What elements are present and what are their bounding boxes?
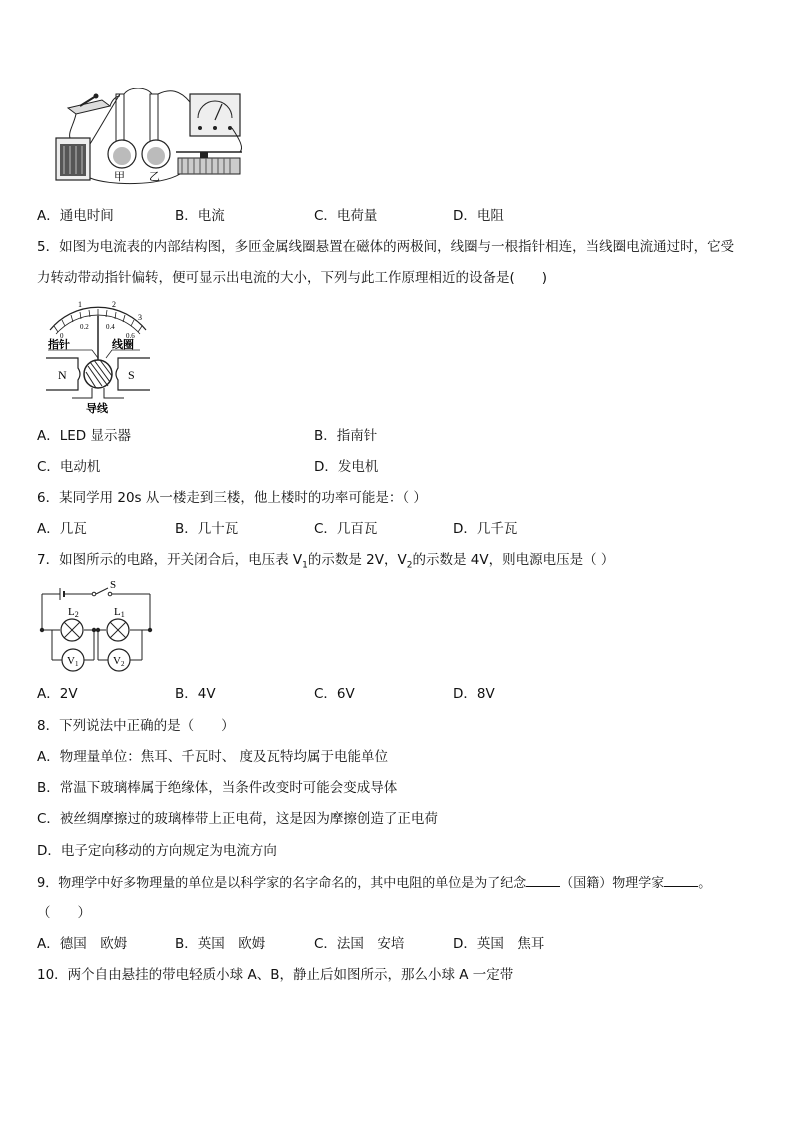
q6-option-c: C．几百瓦 [314,521,378,537]
scale-top-3: 3 [138,313,142,322]
q7-circuit-figure [38,578,156,674]
q5-question-line1: 5．如图为电流表的内部结构图，多匝金属线圈悬置在磁体的两极间，线圈与一根指针相连，当线圈电流通过时，它受 [37,239,735,255]
q6-question: 6．某同学用 20s 从一楼走到三楼，他上楼时的功率可能是：（ ） [37,490,427,506]
q7-sub2: 2 [406,560,413,571]
flask-yi-icon [142,94,170,168]
q6-option-b: B．几十瓦 [175,521,239,537]
scale-top-2: 2 [112,300,116,309]
q7-option-a: A．2V [37,686,78,702]
q4-option-d: D．电阻 [453,208,504,224]
q9-blank-scientist [664,872,698,887]
scale-bottom-0.2: 0.2 [80,323,89,331]
q7-text-c: 的示数是 4V，则电源电压是（ ） [412,552,615,568]
q9-option-b: B．英国 欧姆 [175,936,266,952]
q9-answer-bracket: （ ） [37,905,91,921]
q8-option-b: B．常温下玻璃棒属于绝缘体，当条件改变时可能会变成导体 [37,780,398,796]
l2-label: L2 [68,606,79,619]
pole-s-label: S [128,368,135,382]
rheostat-icon [176,152,242,174]
q7-option-c: C．6V [314,686,355,702]
scale-bottom-0.6: 0.6 [126,332,135,340]
q6-option-d: D．几千瓦 [453,521,518,537]
coil-icon [84,360,112,388]
q8-option-c: C．被丝绸摩擦过的玻璃棒带上正电荷，这是因为摩擦创造了正电荷 [37,811,438,827]
l1-label: L1 [114,606,125,619]
q4-apparatus-figure [50,88,250,188]
wire-label: 导线 [86,403,108,415]
pole-n-label: N [58,368,67,382]
q7-text-a: 7．如图所示的电路，开关闭合后，电压表 V [37,552,303,568]
q9-blank-nationality [526,872,560,887]
switch-label: S [110,579,117,591]
q9-text-a: 9．物理学中好多物理量的单位是以科学家的名字命名的，其中电阻的单位是为了纪念 [37,876,527,891]
switch-icon [68,94,110,115]
v1-label: V1 [67,655,79,668]
q5-question-line2: 力转动带动指针偏转，便可显示出电流的大小，下列与此工作原理相近的设备是( ) [37,270,548,286]
lamp-l2-icon [61,619,83,641]
q8-option-d: D．电子定向移动的方向规定为电流方向 [37,843,277,859]
q6-option-a: A．几瓦 [37,521,87,537]
q9-option-d: D．英国 焦耳 [453,936,545,952]
q7-option-d: D．8V [453,686,495,702]
switch-blade [96,588,108,594]
q9-question [37,872,711,894]
scale-top-1: 1 [78,300,82,309]
q9-text-b: （国籍）物理学家 [560,876,665,891]
v2-label: V2 [113,655,125,668]
q8-question: 8．下列说法中正确的是（ ） [37,718,235,734]
scale-bottom-0: 0 [60,332,64,340]
flask-label-yi: 乙 [149,171,160,183]
battery-icon [56,138,90,180]
q5-ammeter-structure-figure [42,298,154,416]
q9-text-c: 。 [698,876,712,891]
lamp-l1-icon [107,619,129,641]
flask-jia-icon [108,94,136,168]
q8-option-a: A．物理量单位：焦耳、千瓦时、 度及瓦特均属于电能单位 [37,749,389,765]
q4-option-a: A．通电时间 [37,208,114,224]
q7-sub1: 1 [302,560,308,571]
q7-question [37,550,614,576]
flask-label-jia: 甲 [114,171,125,183]
q5-option-b: B．指南针 [314,428,378,444]
q7-option-b: B．4V [175,686,216,702]
scale-bottom-0.4: 0.4 [106,323,115,331]
pointer-label: 指针 [48,339,70,351]
coil-label: 线圈 [112,339,134,351]
q10-question: 10．两个自由悬挂的带电轻质小球 A、B，静止后如图所示，那么小球 A 一定带 [37,967,514,983]
q9-option-c: C．法国 安培 [314,936,405,952]
q7-text-b: 的示数是 2V，V [307,552,407,568]
meter-icon [190,94,240,136]
q5-option-c: C．电动机 [37,459,101,475]
q4-option-b: B．电流 [175,208,225,224]
q9-option-a: A．德国 欧姆 [37,936,128,952]
q5-option-d: D．发电机 [314,459,379,475]
q4-option-c: C．电荷量 [314,208,378,224]
q5-option-a: A．LED 显示器 [37,428,131,444]
